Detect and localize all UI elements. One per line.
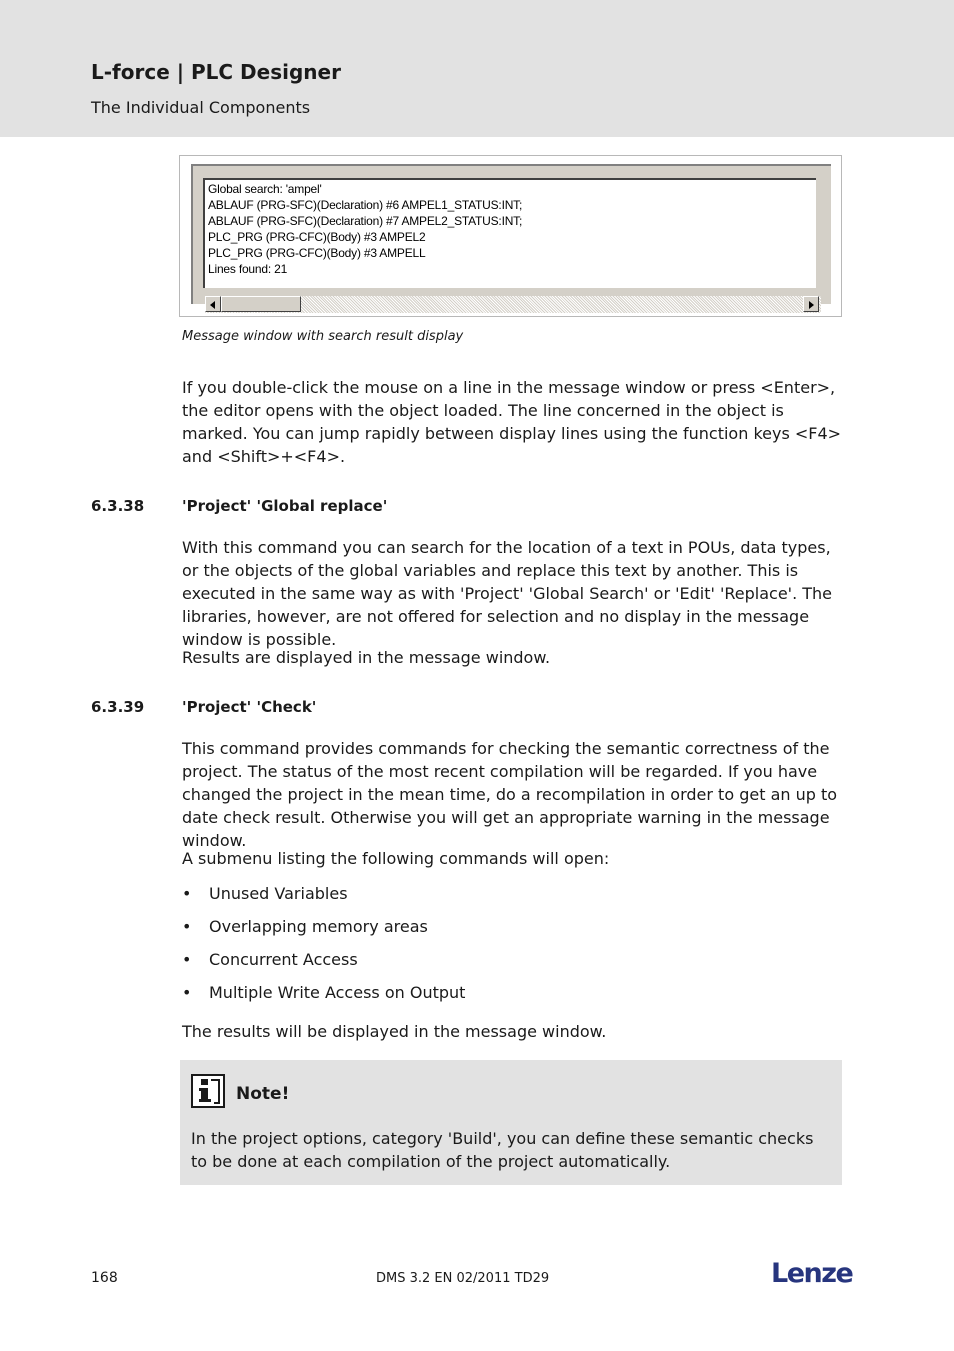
paragraph: This command provides commands for checking the semantic correctness of the project. The status of the most recent compilation will be regarded. If you have changed the project in the mean time, do a recompilation in order to get an up to date check result. Otherwise you will get an appropriate warning in the message window. <box>182 739 838 850</box>
note-title: Note! <box>236 1084 290 1104</box>
intro-paragraph: If you double-click the mouse on a line in the message window or press <Enter>, the editor opens with the object loaded. The line concerned in the object is marked. You can jump rapidly between display lines using the function keys <F4> and <Shift>+<F4>. <box>182 378 842 466</box>
note-box <box>180 1060 842 1185</box>
message-line[interactable]: PLC_PRG (PRG-CFC)(Body) #3 AMPEL2 <box>208 230 426 244</box>
horizontal-scrollbar[interactable] <box>205 296 821 313</box>
bullet-icon: • <box>182 884 192 903</box>
info-i-icon <box>191 1074 225 1108</box>
message-line[interactable]: Global search: 'ampel' <box>208 182 322 196</box>
list-item-text: Multiple Write Access on Output <box>209 983 466 1002</box>
list-item-text: Overlapping memory areas <box>209 917 428 936</box>
scroll-right-button[interactable] <box>803 296 819 312</box>
note-text: In the project options, category 'Build', you can define these semantic checks to be done at each compilation of the project automatically. <box>191 1129 814 1171</box>
figure-screenshot <box>179 155 842 317</box>
bullet-icon: • <box>182 917 192 936</box>
list-item-text: Concurrent Access <box>209 950 358 969</box>
message-list <box>203 178 816 288</box>
document-title: L-force | PLC Designer <box>91 60 341 84</box>
message-line[interactable]: ABLAUF (PRG-SFC)(Declaration) #7 AMPEL2_STATUS:INT; <box>208 214 523 228</box>
paragraph: With this command you can search for the location of a text in POUs, data types, or the objects of the global variables and replace this text by another. This is executed in the same way as with 'Project' 'Global Search' or 'Edit' 'Replace'. The libraries, however, are not offered for selection and no display in the message window is possible. <box>182 538 832 649</box>
paragraph: A submenu listing the following commands will open: <box>182 849 610 868</box>
arrow-right-icon <box>809 301 814 309</box>
page-number: 168 <box>91 1270 118 1286</box>
bullet-icon: • <box>182 950 192 969</box>
paragraph: The results will be displayed in the message window. <box>182 1022 607 1041</box>
message-line[interactable]: PLC_PRG (PRG-CFC)(Body) #3 AMPELL <box>208 246 426 260</box>
section-number: 6.3.38 <box>91 497 145 515</box>
section-title: 'Project' 'Global replace' <box>182 497 388 515</box>
bullet-icon: • <box>182 983 192 1002</box>
paragraph: Results are displayed in the message window. <box>182 648 551 667</box>
scroll-left-button[interactable] <box>205 296 221 312</box>
arrow-left-icon <box>210 301 215 309</box>
message-window <box>191 164 831 304</box>
section-title: 'Project' 'Check' <box>182 698 317 716</box>
section-number: 6.3.39 <box>91 698 145 716</box>
document-subtitle: The Individual Components <box>91 98 311 117</box>
message-line[interactable]: ABLAUF (PRG-SFC)(Declaration) #6 AMPEL1_STATUS:INT; <box>208 198 523 212</box>
lenze-logo: Lenze <box>771 1258 853 1289</box>
figure-caption: Message window with search result display <box>182 329 464 344</box>
document-id: DMS 3.2 EN 02/2011 TD29 <box>376 1271 550 1286</box>
message-line[interactable]: Lines found: 21 <box>208 262 288 276</box>
list-item-text: Unused Variables <box>209 884 348 903</box>
header-band <box>0 0 954 137</box>
scroll-thumb[interactable] <box>221 296 301 312</box>
